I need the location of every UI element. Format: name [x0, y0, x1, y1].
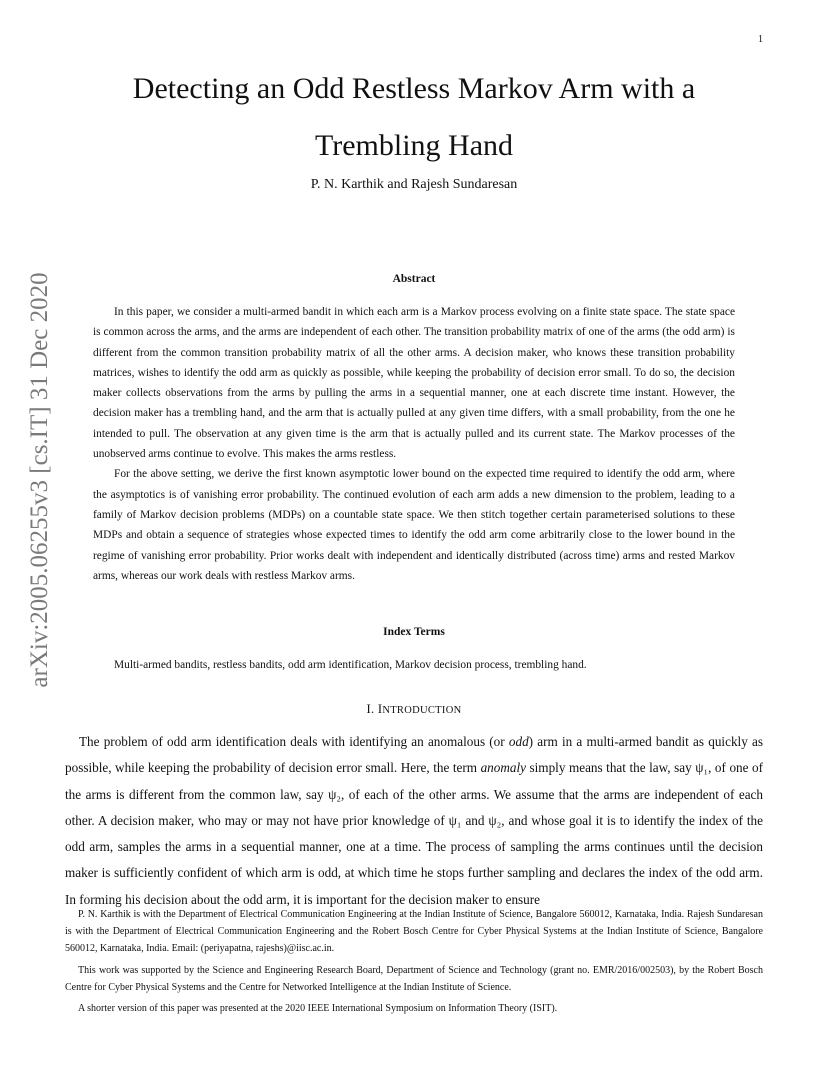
- abstract-body: [93, 302, 735, 586]
- intro-emphasis-odd: odd: [508, 734, 529, 749]
- footnote-affiliations: P. N. Karthik is with the Department of Electrical Communication Engineering at the Indian Institute of Science, Bangalore 560012, Karnataka, India. Rajesh Sundaresan is with the Department of Electrical Communication Engineering and the Robert Bosch Centre for Cyber Physical Systems at the Indian Institute of Science, Bangalore 560012, Karnataka, India. Email: (periyapatna, rajeshs)@iisc.ac.in.: [65, 909, 763, 955]
- introduction-paragraph: [65, 729, 763, 913]
- intro-text-run: simply means that the law, say ψ₁, of one of the arms is different from the common law, say ψ₂, of each of the other arms. We assume that the arms are independent of each other. A decision maker, who may or may not have prior knowledge of ψ₁ and ψ₂, and whose goal it is to identify the index of the odd arm, samples the arms in a sequential manner, one at a time. The process of sampling the arms continues until the decision maker is sufficiently confident of which arm is odd, at which time he stops further sampling and declares the index of the odd arm. In forming his decision about the odd arm, it is important for the decision maker to ensure: [65, 760, 764, 907]
- abstract-heading: Abstract: [392, 273, 436, 285]
- heading-initial: I: [377, 702, 383, 716]
- abstract-paragraph: In this paper, we consider a multi-armed bandit in which each arm is a Markov process evolving on a finite state space. The state space is common across the arms, and the arms are independent of each other. The transition probability matrix of one of the arms (the odd arm) is different from the common transition probability matrix of all the other arms. A decision maker, who knows these transition probability matrices, wishes to identify the odd arm as quickly as possible, while keeping the probability of decision error small. To do so, the decision maker collects observations from the arms by pulling the arms in a sequential manner, one at each discrete time instant. However, the decision maker has a trembling hand, and the arm that is actually pulled at any given time differs, with a small probability, from the one he intended to pull. The observation at any given time is the arm that is actually pulled and its current state. The Markov processes of the unobserved arms continue to evolve. This makes the arms restless.: [93, 306, 735, 461]
- footnote-funding: This work was supported by the Science and Engineering Research Board, Department of Science and Technology (grant no. EMR/2016/002503), by the Robert Bosch Centre for Cyber Physical Systems and the Centre for Networked Intelligence at the Indian Institute of Science.: [65, 964, 763, 993]
- heading-small-caps: NTRODUCTION: [382, 705, 462, 716]
- arxiv-identifier-stamp: arXiv:2005.06255v3 [cs.IT] 31 Dec 2020: [26, 272, 53, 688]
- title-line-2: Trembling Hand: [314, 129, 514, 162]
- introduction-body: [65, 729, 763, 913]
- intro-text-run: The problem of odd arm identification deals with identifying an anomalous (or: [79, 734, 509, 749]
- index-terms-heading: Index Terms: [383, 626, 445, 638]
- introduction-heading: [80, 702, 748, 717]
- paper-title: [80, 60, 748, 174]
- index-terms-body: [93, 656, 735, 674]
- intro-text-run: ) arm in a multi-armed bandit as quickly as possible, while keeping the probability of decision error small. Here, the term: [65, 734, 763, 776]
- index-terms-text: Multi-armed bandits, restless bandits, odd arm identification, Markov decision process, trembling hand.: [114, 659, 587, 671]
- abstract-paragraph: For the above setting, we derive the first known asymptotic lower bound on the expected time required to identify the odd arm, where the asymptotics is of vanishing error probability. The continued evolution of each arm adds a new dimension to the problem, leading to a family of Markov decision problems (MDPs) on a countable state space. We then stitch together certain parameterised solutions to these MDPs and obtain a sequence of strategies whose expected times to identify the odd arm come arbitrarily close to the lower bound in the regime of vanishing error probability. Prior works dealt with independent and identically distributed (across time) arms and rested Markov arms, whereas our work deals with restless Markov arms.: [93, 468, 735, 582]
- footnote-conference-version: A shorter version of this paper was presented at the 2020 IEEE International Symposium on Information Theory (ISIT).: [78, 1003, 558, 1015]
- footnotes: [65, 906, 763, 1021]
- author-list: P. N. Karthik and Rajesh Sundaresan: [310, 177, 518, 192]
- title-line-1: Detecting an Odd Restless Markov Arm with a: [132, 72, 696, 105]
- page-number: 1: [758, 34, 763, 45]
- section-numeral: I.: [366, 702, 378, 716]
- intro-emphasis-anomaly: anomaly: [480, 760, 526, 776]
